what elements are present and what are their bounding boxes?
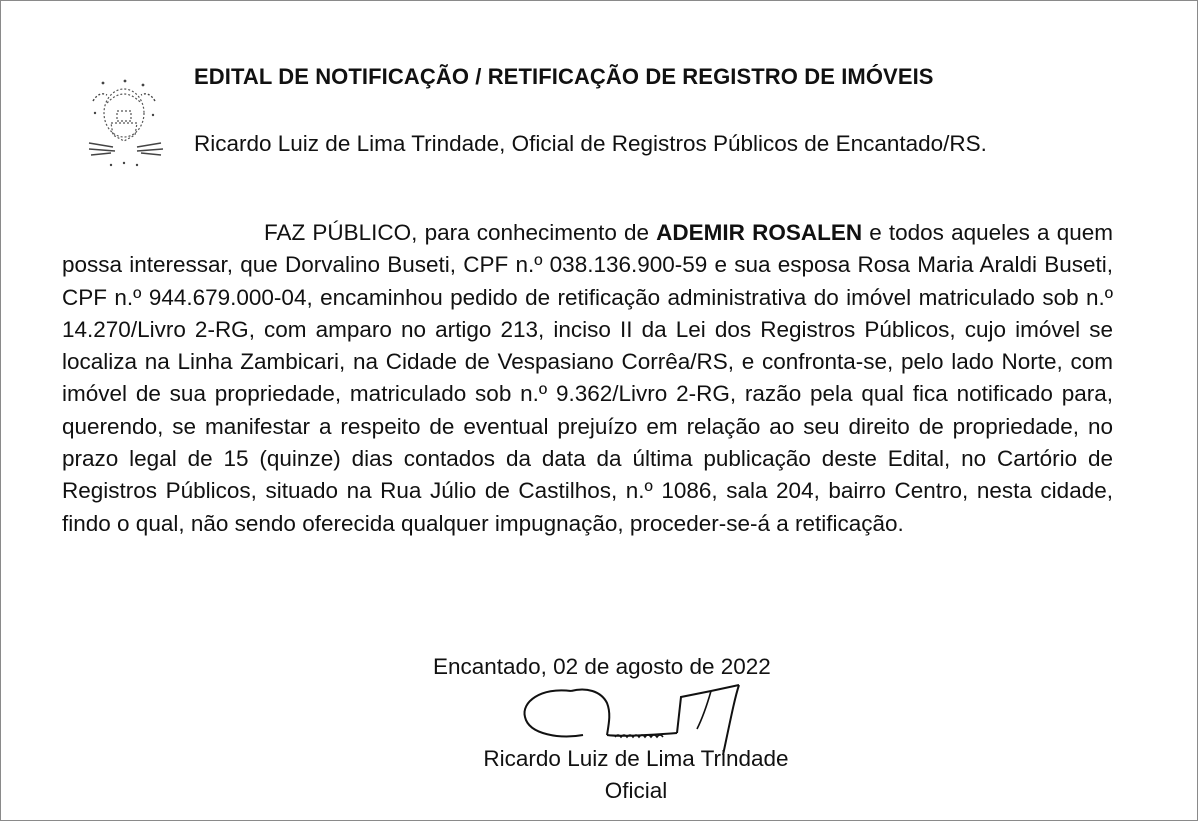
handwritten-signature [511, 677, 761, 757]
signer-name: Ricardo Luiz de Lima Trindade [483, 746, 789, 771]
place-and-date: Encantado, 02 de agosto de 2022 [433, 654, 771, 679]
notified-person-name: ADEMIR ROSALEN [656, 220, 863, 245]
notice-title: EDITAL DE NOTIFICAÇÃO / RETIFICAÇÃO DE REGISTRO DE IMÓVEIS [194, 64, 934, 89]
notice-body [62, 217, 1113, 540]
notice-intro: Ricardo Luiz de Lima Trindade, Oficial de Registros Públicos de Encantado/RS. [194, 131, 987, 156]
signer-role: Oficial [604, 778, 668, 803]
coat-of-arms-seal-icon [81, 73, 171, 173]
body-lead-text: FAZ PÚBLICO, para conhecimento de [264, 220, 657, 245]
body-rest-text: e todos aqueles a quem possa interessar, que Dorvalino Buseti, CPF n.º 038.136.900-59 e sua esposa Rosa Maria Araldi Buseti, CPF n.º 944.679.000-04, encaminhou pedido de retificação administrativa do imóvel matriculado sob n.º 14.270/Livro 2-RG, com amparo no artigo 213, inciso II da Lei dos Registros Públicos, cujo imóvel se localiza na Linha Zambicari, na Cidade de Vespasiano Corrêa/RS, e confronta-se, pelo lado Norte, com imóvel de sua propriedade, matriculado sob n.º 9.362/Livro 2-RG, razão pela qual fica notificado para, querendo, se manifestar a respeito de eventual prejuízo em relação ao seu direito de propriedade, no prazo legal de 15 (quinze) dias contados da data da última publicação deste Edital, no Cartório de Registros Públicos, situado na Rua Júlio de Castilhos, n.º 1086, sala 204, bairro Centro, nesta cidade, findo o qual, não sendo oferecida qualquer impugnação, proceder-se-á a retificação. [62, 220, 1113, 536]
